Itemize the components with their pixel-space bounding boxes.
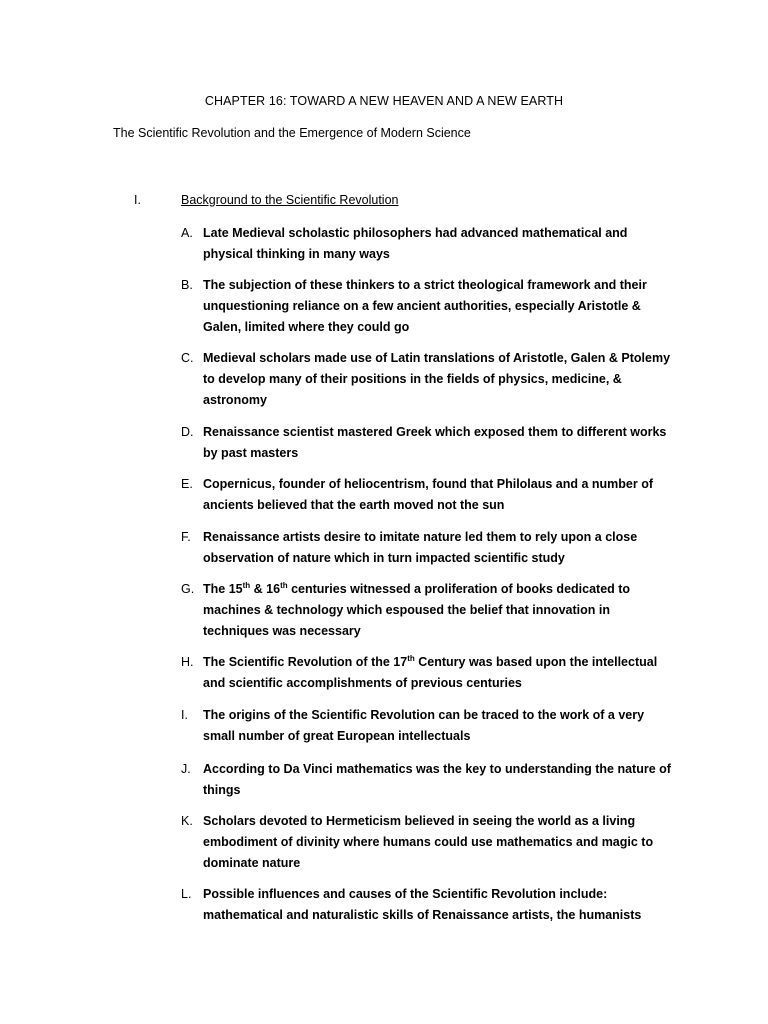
item-text: Late Medieval scholastic philosophers had advanced mathematical and physical thinking in many ways	[203, 226, 628, 261]
item-letter: B.	[181, 278, 193, 292]
item-letter: C.	[181, 351, 194, 365]
subtitle: The Scientific Revolution and the Emergence of Modern Science	[113, 126, 471, 140]
item-letter: J.	[181, 762, 191, 776]
list-item	[181, 652, 671, 694]
list-item	[181, 527, 671, 569]
list-item	[181, 579, 671, 641]
list-item	[181, 275, 671, 337]
item-letter: A.	[181, 226, 193, 240]
item-letter: I.	[181, 708, 188, 722]
item-text: Renaissance scientist mastered Greek which exposed them to different works by past masters	[203, 425, 667, 460]
item-text: Scholars devoted to Hermeticism believed in seeing the world as a living embodiment of divinity where humans could use mathematics and magic to dominate nature	[203, 814, 654, 870]
item-letter: H.	[181, 655, 194, 669]
item-letter: K.	[181, 814, 193, 828]
list-item	[181, 884, 671, 926]
item-text: Renaissance artists desire to imitate nature led them to rely upon a close observation of nature which in turn impacted scientific study	[203, 530, 638, 565]
list-item	[181, 474, 671, 516]
item-text: Possible influences and causes of the Scientific Revolution include: mathematical and naturalistic skills of Renaissance artists, the humanists	[203, 887, 642, 922]
list-item	[181, 348, 671, 410]
list-item	[181, 422, 671, 464]
list-item	[181, 759, 671, 801]
item-text: The subjection of these thinkers to a strict theological framework and their unquestioning reliance on a few ancient authorities, especially Aristotle & Galen, limited where they could go	[203, 278, 647, 334]
list-item	[181, 811, 671, 873]
item-letter: G.	[181, 582, 195, 596]
item-letter: E.	[181, 477, 193, 491]
list-item	[181, 223, 671, 265]
item-text: Medieval scholars made use of Latin translations of Aristotle, Galen & Ptolemy to develop many of their positions in the fields of physics, medicine, & astronomy	[203, 351, 671, 407]
item-text: According to Da Vinci mathematics was the key to understanding the nature of things	[203, 762, 671, 797]
item-text: Copernicus, founder of heliocentrism, found that Philolaus and a number of ancients believed that the earth moved not the sun	[203, 477, 654, 512]
item-letter: D.	[181, 425, 194, 439]
item-text: The Scientific Revolution of the 17th Century was based upon the intellectual and scientific accomplishments of previous centuries	[203, 653, 658, 690]
section-number: I.	[134, 193, 141, 207]
item-letter: L.	[181, 887, 192, 901]
item-letter: F.	[181, 530, 191, 544]
chapter-title: CHAPTER 16: TOWARD A NEW HEAVEN AND A NEW EARTH	[204, 94, 564, 108]
item-text: The origins of the Scientific Revolution can be traced to the work of a very small number of great European intellectuals	[203, 708, 645, 743]
list-item	[181, 705, 671, 747]
item-text: The 15th & 16th centuries witnessed a proliferation of books dedicated to machines & technology which espoused the belief that innovation in techniques was necessary	[203, 580, 631, 638]
section-heading: Background to the Scientific Revolution	[181, 193, 399, 207]
